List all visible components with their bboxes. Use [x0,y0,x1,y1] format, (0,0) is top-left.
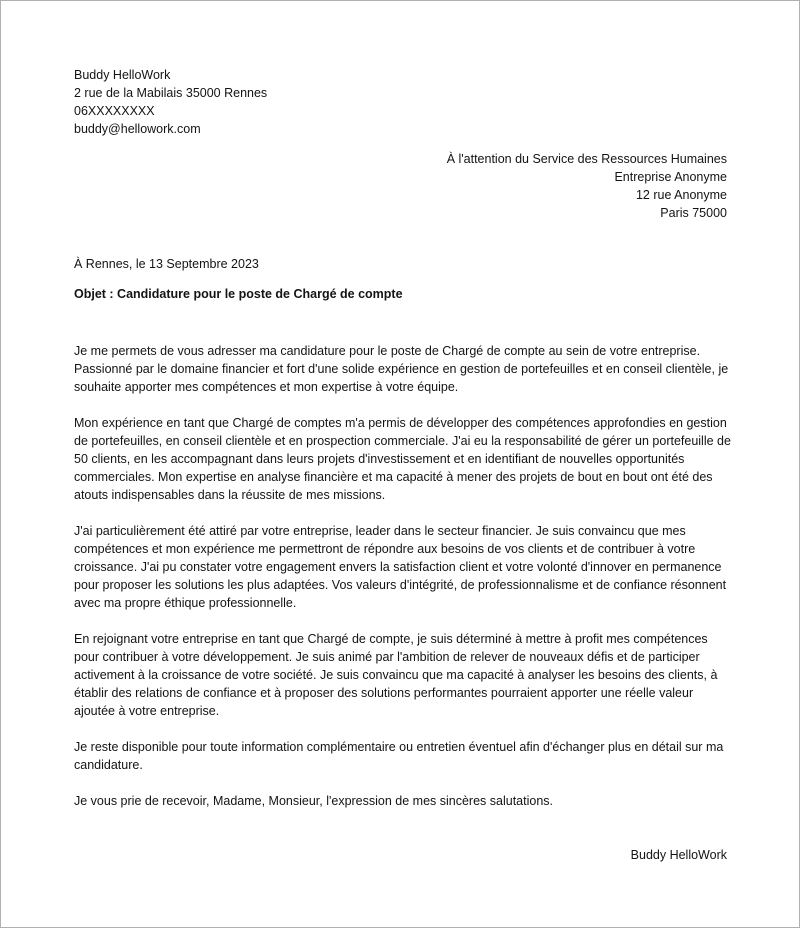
signature: Buddy HelloWork [630,848,727,862]
subject-line: Objet : Candidature pour le poste de Chargé de compte [74,287,403,301]
sender-name: Buddy HelloWork [74,68,171,82]
body-paragraph: Je me permets de vous adresser ma candidature pour le poste de Chargé de compte au sein de votre entreprise. Passionné par le domaine financier et fort d'une solide expérience en gestion de portefeuilles et en conseil clientèle, je souhaite apporter mes compétences et mon expertise à votre équipe. [74,344,729,394]
date-line: À Rennes, le 13 Septembre 2023 [74,257,259,271]
body-paragraph: Je reste disponible pour toute information complémentaire ou entretien éventuel afin d'échanger plus en détail sur ma candidature. [74,740,724,772]
closing-paragraph: Je vous prie de recevoir, Madame, Monsieur, l'expression de mes sincères salutations. [74,794,554,808]
recipient-block [447,150,727,222]
recipient-city: Paris 75000 [660,206,727,220]
body-paragraph: Mon expérience en tant que Chargé de comptes m'a permis de développer des compétences approfondies en gestion de portefeuilles, en conseil clientèle et en prospection commerciale. J'ai eu la responsabilité de gérer un portefeuille de 50 clients, en les accompagnant dans leurs projets d'investissement et en identifiant de nouvelles opportunités commerciales. Mon expertise en analyse financière et ma capacité à mener des projets de bout en bout ont été des atouts indispensables dans la réussite de mes missions. [74,416,731,502]
body-paragraph: En rejoignant votre entreprise en tant que Chargé de compte, je suis déterminé à mettre à profit mes compétences pour contribuer à votre développement. Je suis animé par l'ambition de relever de nouveaux défis et de participer activement à la croissance de votre société. Je suis convaincu que ma capacité à analyser les besoins des clients, à établir des relations de confiance et à proposer des solutions performantes pourraient apporter une réelle valeur ajoutée à votre entreprise. [74,632,718,718]
sender-address: 2 rue de la Mabilais 35000 Rennes [74,86,268,100]
recipient-street: 12 rue Anonyme [635,188,727,202]
body-paragraph: J'ai particulièrement été attiré par votre entreprise, leader dans le secteur financier. Je suis convaincu que mes compétences et mon expérience me permettront de répondre aux besoins de vos clients et de contribuer à votre croissance. J'ai pu constater votre engagement envers la satisfaction client et votre volonté d'innover en permanence pour proposer les solutions les plus adaptées. Vos valeurs d'intégrité, de professionnalisme et de confiance résonnent avec ma propre éthique professionnelle. [74,524,727,610]
sender-block [74,66,267,138]
sender-phone: 06XXXXXXXX [74,104,155,118]
letter-body [74,342,734,828]
sender-email: buddy@hellowork.com [74,122,201,136]
recipient-company: Entreprise Anonyme [614,170,727,184]
recipient-attention: À l'attention du Service des Ressources Humaines [446,152,727,166]
